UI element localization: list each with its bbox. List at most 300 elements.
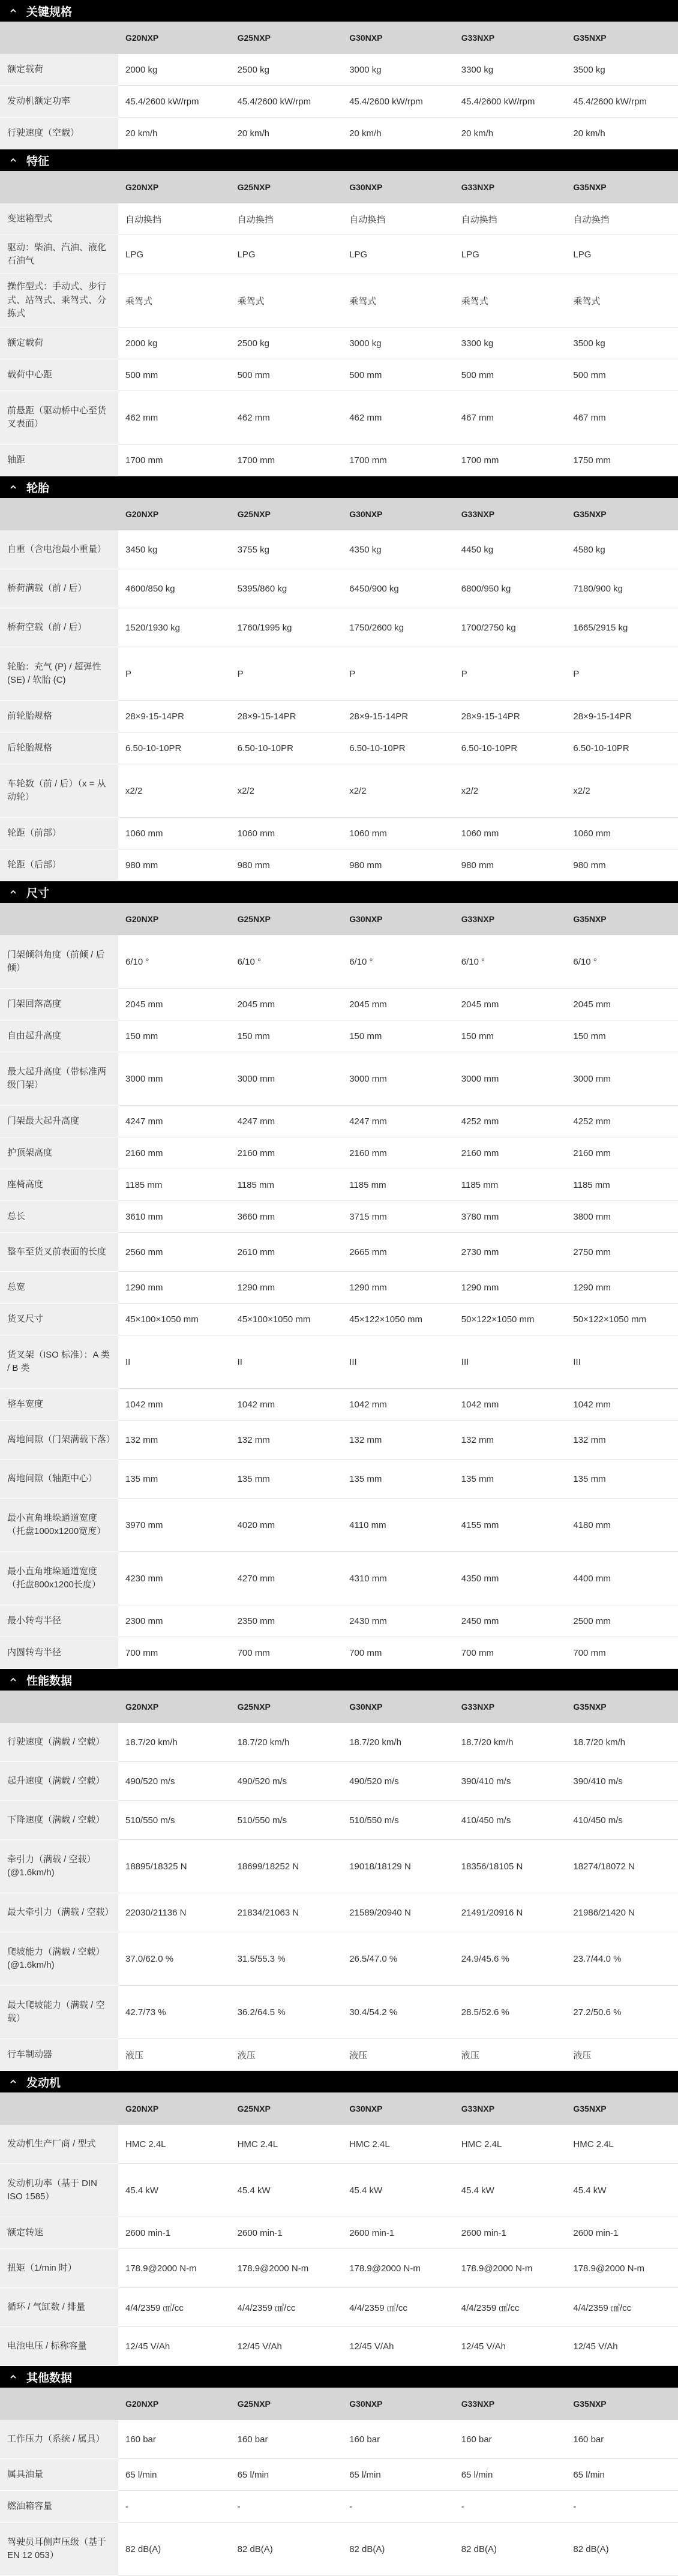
spec-value: 82 dB(A) [454,2523,566,2576]
spec-value: 3660 mm [230,1201,343,1233]
spec-value: 18699/18252 N [230,1840,343,1893]
spec-value: 3300 kg [454,54,566,86]
spec-value: 2500 mm [566,1605,678,1637]
spec-value: 135 mm [454,1460,566,1499]
section-header-toggle[interactable] [0,149,678,171]
spec-value: 45.4 kW [566,2164,678,2217]
spec-value: 1042 mm [118,1389,230,1421]
table-row [0,1052,678,1106]
table-row [0,2459,678,2491]
model-name: G30NXP [342,498,454,530]
spec-label: 爬坡能力（满载 / 空载）(@1.6km/h) [0,1932,118,1986]
spec-value: 6/10 ° [454,935,566,989]
spec-label: 下降速度（满载 / 空载） [0,1801,118,1840]
spec-value: 18.7/20 km/h [454,1723,566,1762]
table-row [0,2288,678,2327]
spec-value: 3800 mm [566,1201,678,1233]
section-header-toggle[interactable] [0,1669,678,1691]
spec-value: 1185 mm [454,1169,566,1201]
spec-value: 410/450 m/s [454,1801,566,1840]
spec-label: 电池电压 / 标称容量 [0,2327,118,2366]
section-header-toggle[interactable] [0,2366,678,2388]
spec-label: 自由起升高度 [0,1020,118,1052]
spec-value: 27.2/50.6 % [566,1986,678,2039]
spec-label: 门架最大起升高度 [0,1106,118,1137]
spec-value: 1185 mm [230,1169,343,1201]
spec-value: HMC 2.4L [118,2125,230,2164]
spec-value: 160 bar [342,2420,454,2459]
spec-value: 135 mm [118,1460,230,1499]
spec-value: 490/520 m/s [118,1762,230,1801]
spec-value: 4247 mm [118,1106,230,1137]
spec-value: 2560 mm [118,1233,230,1272]
spec-label: 整车至货叉前表面的长度 [0,1233,118,1272]
spec-value: 18.7/20 km/h [342,1723,454,1762]
spec-value: 6/10 ° [342,935,454,989]
spec-value: 4252 mm [454,1106,566,1137]
spec-label: 属具油量 [0,2459,118,2491]
spec-value: 20 km/h [342,118,454,149]
spec-value: 160 bar [118,2420,230,2459]
spec-value: 410/450 m/s [566,1801,678,1840]
spec-value: 2160 mm [566,1137,678,1169]
spec-value: 3000 kg [342,328,454,359]
spec-value: 178.9@2000 N-m [566,2249,678,2288]
model-name: G35NXP [566,903,678,935]
spec-value: 4/4/2359 ㎤/cc [118,2288,230,2327]
spec-value: P [454,647,566,701]
spec-value: 2430 mm [342,1605,454,1637]
spec-value: 462 mm [342,391,454,445]
spec-value: 3300 kg [454,328,566,359]
table-row [0,1499,678,1552]
header-blank-cell [0,498,118,530]
spec-value: 65 l/min [454,2459,566,2491]
model-name: G25NXP [230,1691,343,1723]
spec-value: 液压 [566,2039,678,2071]
spec-value: 4155 mm [454,1499,566,1552]
spec-section [0,149,678,476]
spec-value: 1042 mm [566,1389,678,1421]
spec-value: 3500 kg [566,328,678,359]
model-name: G33NXP [454,171,566,203]
spec-value: 1290 mm [566,1272,678,1304]
spec-value: - [118,2491,230,2523]
spec-value: 2610 mm [230,1233,343,1272]
spec-table [0,1691,678,2071]
spec-value: 135 mm [342,1460,454,1499]
spec-value: 500 mm [454,359,566,391]
spec-value: 500 mm [230,359,343,391]
spec-value: 液压 [342,2039,454,2071]
table-row [0,1723,678,1762]
spec-label: 总宽 [0,1272,118,1304]
spec-value: 4400 mm [566,1552,678,1605]
section-title: 关键规格 [26,5,73,19]
spec-value: 2600 min-1 [454,2217,566,2249]
spec-value: III [566,1335,678,1389]
spec-value: 21986/21420 N [566,1893,678,1932]
spec-value: 19018/18129 N [342,1840,454,1893]
spec-label: 起升速度（满载 / 空载） [0,1762,118,1801]
spec-label: 离地间隙（轴距中心） [0,1460,118,1499]
spec-value: 3755 kg [230,530,343,569]
spec-section [0,1669,678,2071]
spec-value: 2600 min-1 [230,2217,343,2249]
spec-value: 2450 mm [454,1605,566,1637]
spec-label: 内圆转弯半径 [0,1637,118,1669]
model-name: G30NXP [342,1691,454,1723]
spec-label: 桥荷空载（前 / 后） [0,608,118,647]
spec-value: 4350 kg [342,530,454,569]
spec-value: 2045 mm [454,989,566,1020]
table-row [0,86,678,118]
spec-label: 总长 [0,1201,118,1233]
model-name: G30NXP [342,171,454,203]
spec-label: 最小直角堆垛通道宽度（托盘1000x1200宽度） [0,1499,118,1552]
spec-value: 2600 min-1 [342,2217,454,2249]
spec-value: 1750 mm [566,445,678,476]
spec-section [0,0,678,149]
spec-value: 6/10 ° [230,935,343,989]
model-name: G20NXP [118,22,230,54]
spec-label: 最小直角堆垛通道宽度（托盘800x1200长度） [0,1552,118,1605]
spec-label: 发动机生产厂商 / 型式 [0,2125,118,2164]
spec-value: 28.5/52.6 % [454,1986,566,2039]
spec-value: HMC 2.4L [454,2125,566,2164]
table-row [0,54,678,86]
spec-value: 18.7/20 km/h [118,1723,230,1762]
table-row [0,1893,678,1932]
spec-value: 65 l/min [566,2459,678,2491]
spec-label: 操作型式：手动式、步行式、站驾式、乘驾式、分拣式 [0,274,118,328]
spec-label: 额定载荷 [0,54,118,86]
spec-value: 2045 mm [342,989,454,1020]
spec-value: 700 mm [342,1637,454,1669]
spec-label: 轴距 [0,445,118,476]
spec-value: II [118,1335,230,1389]
spec-label: 驾驶员耳侧声压级（基于 EN 12 053） [0,2523,118,2576]
spec-value: 467 mm [454,391,566,445]
model-name: G35NXP [566,22,678,54]
spec-value: 1760/1995 kg [230,608,343,647]
spec-value: 132 mm [118,1421,230,1460]
chevron-up-icon [7,2076,19,2088]
spec-value: 45.4 kW [454,2164,566,2217]
model-name: G35NXP [566,2388,678,2420]
spec-value: 82 dB(A) [118,2523,230,2576]
section-title: 尺寸 [26,887,50,900]
spec-value: 20 km/h [454,118,566,149]
model-header-row [0,171,678,203]
spec-value: 2750 mm [566,1233,678,1272]
spec-value: - [454,2491,566,2523]
spec-label: 轮距（后部） [0,849,118,881]
section-title: 特征 [26,155,50,168]
spec-value: 82 dB(A) [566,2523,678,2576]
chevron-up-icon [7,5,19,17]
spec-value: 28×9-15-14PR [342,701,454,732]
spec-value: 150 mm [230,1020,343,1052]
table-row [0,1335,678,1389]
table-row [0,1304,678,1335]
spec-label: 车轮数（前 / 后）（x = 从动轮） [0,764,118,818]
table-row [0,2523,678,2576]
spec-label: 额定转速 [0,2217,118,2249]
spec-value: 1060 mm [566,818,678,849]
table-row [0,1389,678,1421]
model-name: G30NXP [342,903,454,935]
spec-value: 700 mm [566,1637,678,1669]
spec-value: 150 mm [118,1020,230,1052]
spec-label: 牵引力（满载 / 空载）(@1.6km/h) [0,1840,118,1893]
spec-label: 最大起升高度（带标准两级门架） [0,1052,118,1106]
table-row [0,2249,678,2288]
spec-value: P [342,647,454,701]
spec-value: 510/550 m/s [118,1801,230,1840]
spec-value: 6.50-10-10PR [230,732,343,764]
spec-value: 4247 mm [230,1106,343,1137]
model-name: G33NXP [454,498,566,530]
table-row [0,1137,678,1169]
spec-value: 4/4/2359 ㎤/cc [342,2288,454,2327]
header-blank-cell [0,2388,118,2420]
spec-value: 4310 mm [342,1552,454,1605]
table-row [0,118,678,149]
spec-value: 23.7/44.0 % [566,1932,678,1986]
table-row [0,764,678,818]
chevron-up-icon [7,886,19,898]
section-header-toggle[interactable] [0,2071,678,2092]
spec-value: 2000 kg [118,328,230,359]
spec-value: 7180/900 kg [566,569,678,608]
spec-table [0,171,678,476]
model-name: G25NXP [230,498,343,530]
spec-value: 液压 [454,2039,566,2071]
table-row [0,2125,678,2164]
spec-value: III [342,1335,454,1389]
spec-value: 462 mm [230,391,343,445]
spec-value: 2665 mm [342,1233,454,1272]
spec-value: 160 bar [230,2420,343,2459]
spec-value: 4/4/2359 ㎤/cc [566,2288,678,2327]
spec-label: 门架倾斜角度（前倾 / 后倾） [0,935,118,989]
table-row [0,608,678,647]
spec-section [0,476,678,881]
spec-table [0,498,678,881]
spec-value: 乘驾式 [118,274,230,328]
header-blank-cell [0,22,118,54]
table-row [0,1272,678,1304]
table-row [0,203,678,235]
spec-value: 乘驾式 [342,274,454,328]
spec-value: 1290 mm [230,1272,343,1304]
model-header-row [0,1691,678,1723]
spec-value: 12/45 V/Ah [454,2327,566,2366]
spec-value: 2045 mm [566,989,678,1020]
spec-value: HMC 2.4L [342,2125,454,2164]
table-row [0,1233,678,1272]
spec-value: 4600/850 kg [118,569,230,608]
spec-value: 20 km/h [566,118,678,149]
spec-value: 700 mm [118,1637,230,1669]
spec-value: 135 mm [230,1460,343,1499]
spec-value: 4230 mm [118,1552,230,1605]
chevron-up-icon [7,1674,19,1686]
table-row [0,1605,678,1637]
spec-value: 12/45 V/Ah [566,2327,678,2366]
section-header-toggle[interactable] [0,881,678,903]
section-header-toggle[interactable] [0,0,678,22]
spec-value: 467 mm [566,391,678,445]
spec-value: 42.7/73 % [118,1986,230,2039]
model-name: G35NXP [566,171,678,203]
spec-value: 1060 mm [230,818,343,849]
spec-label: 发动机额定功率 [0,86,118,118]
table-row [0,569,678,608]
table-row [0,530,678,569]
table-row [0,1986,678,2039]
spec-value: 45.4/2600 kW/rpm [230,86,343,118]
spec-value: 45.4/2600 kW/rpm [118,86,230,118]
spec-label: 后轮胎规格 [0,732,118,764]
chevron-up-icon [7,481,19,493]
spec-value: HMC 2.4L [230,2125,343,2164]
spec-value: 乘驾式 [454,274,566,328]
spec-value: 700 mm [454,1637,566,1669]
spec-value: 18.7/20 km/h [566,1723,678,1762]
spec-value: 150 mm [342,1020,454,1052]
spec-value: 1185 mm [566,1169,678,1201]
spec-value: 2160 mm [118,1137,230,1169]
model-name: G20NXP [118,2388,230,2420]
model-name: G20NXP [118,498,230,530]
model-header-row [0,903,678,935]
spec-value: 390/410 m/s [566,1762,678,1801]
spec-value: 自动换挡 [566,203,678,235]
spec-value: 178.9@2000 N-m [454,2249,566,2288]
spec-value: 12/45 V/Ah [342,2327,454,2366]
spec-label: 最小转弯半径 [0,1605,118,1637]
model-name: G20NXP [118,2092,230,2125]
table-row [0,1020,678,1052]
spec-value: 2730 mm [454,1233,566,1272]
spec-value: 132 mm [454,1421,566,1460]
spec-value: 18.7/20 km/h [230,1723,343,1762]
table-row [0,2164,678,2217]
spec-value: 178.9@2000 N-m [230,2249,343,2288]
spec-section [0,2366,678,2576]
spec-label: 自重（含电池最小重量） [0,530,118,569]
model-name: G33NXP [454,22,566,54]
spec-value: 4350 mm [454,1552,566,1605]
spec-value: 490/520 m/s [230,1762,343,1801]
spec-value: 45×100×1050 mm [230,1304,343,1335]
table-row [0,328,678,359]
chevron-up-icon [7,2371,19,2383]
spec-value: x2/2 [566,764,678,818]
spec-value: 1700 mm [454,445,566,476]
model-header-row [0,2388,678,2420]
spec-value: 2500 kg [230,54,343,86]
spec-label: 驱动：柴油、汽油、液化石油气 [0,235,118,274]
spec-value: 50×122×1050 mm [566,1304,678,1335]
model-header-row [0,498,678,530]
spec-value: 28×9-15-14PR [230,701,343,732]
spec-value: 6800/950 kg [454,569,566,608]
table-row [0,274,678,328]
spec-value: 1042 mm [454,1389,566,1421]
spec-value: 6/10 ° [566,935,678,989]
table-row [0,849,678,881]
spec-value: 390/410 m/s [454,1762,566,1801]
spec-value: 45.4/2600 kW/rpm [454,86,566,118]
spec-value: 1290 mm [454,1272,566,1304]
spec-value: 3450 kg [118,530,230,569]
chevron-up-icon [7,154,19,166]
spec-value: P [230,647,343,701]
spec-label: 变速箱型式 [0,203,118,235]
spec-value: 500 mm [118,359,230,391]
spec-table [0,22,678,149]
spec-value: 2600 min-1 [118,2217,230,2249]
spec-label: 门架回落高度 [0,989,118,1020]
table-row [0,2327,678,2366]
spec-label: 最大爬坡能力（满载 / 空载） [0,1986,118,2039]
table-row [0,2039,678,2071]
spec-label: 最大牵引力（满载 / 空载） [0,1893,118,1932]
model-name: G35NXP [566,1691,678,1723]
spec-value: 液压 [230,2039,343,2071]
spec-label: 离地间隙（门架满载下落） [0,1421,118,1460]
spec-value: 2600 min-1 [566,2217,678,2249]
spec-value: 65 l/min [230,2459,343,2491]
spec-value: 22030/21136 N [118,1893,230,1932]
spec-value: 20 km/h [230,118,343,149]
spec-value: 462 mm [118,391,230,445]
spec-value: 12/45 V/Ah [230,2327,343,2366]
spec-value: 132 mm [342,1421,454,1460]
section-title: 其他数据 [26,2371,73,2385]
spec-value: 乘驾式 [230,274,343,328]
spec-value: LPG [230,235,343,274]
spec-value: 2300 mm [118,1605,230,1637]
spec-value: 2160 mm [342,1137,454,1169]
spec-value: 20 km/h [118,118,230,149]
spec-value: 1060 mm [118,818,230,849]
spec-value: 6450/900 kg [342,569,454,608]
spec-value: - [342,2491,454,2523]
header-blank-cell [0,2092,118,2125]
model-name: G20NXP [118,1691,230,1723]
spec-value: 150 mm [566,1020,678,1052]
spec-value: LPG [566,235,678,274]
table-row [0,935,678,989]
section-header-toggle[interactable] [0,476,678,498]
table-row [0,1840,678,1893]
spec-value: 6.50-10-10PR [566,732,678,764]
header-blank-cell [0,1691,118,1723]
spec-value: 1700 mm [230,445,343,476]
spec-label: 座椅高度 [0,1169,118,1201]
model-name: G20NXP [118,903,230,935]
spec-value: 4252 mm [566,1106,678,1137]
spec-value: 3000 mm [342,1052,454,1106]
spec-value: 1185 mm [342,1169,454,1201]
spec-value: 1060 mm [342,818,454,849]
spec-value: 液压 [118,2039,230,2071]
spec-value: HMC 2.4L [566,2125,678,2164]
